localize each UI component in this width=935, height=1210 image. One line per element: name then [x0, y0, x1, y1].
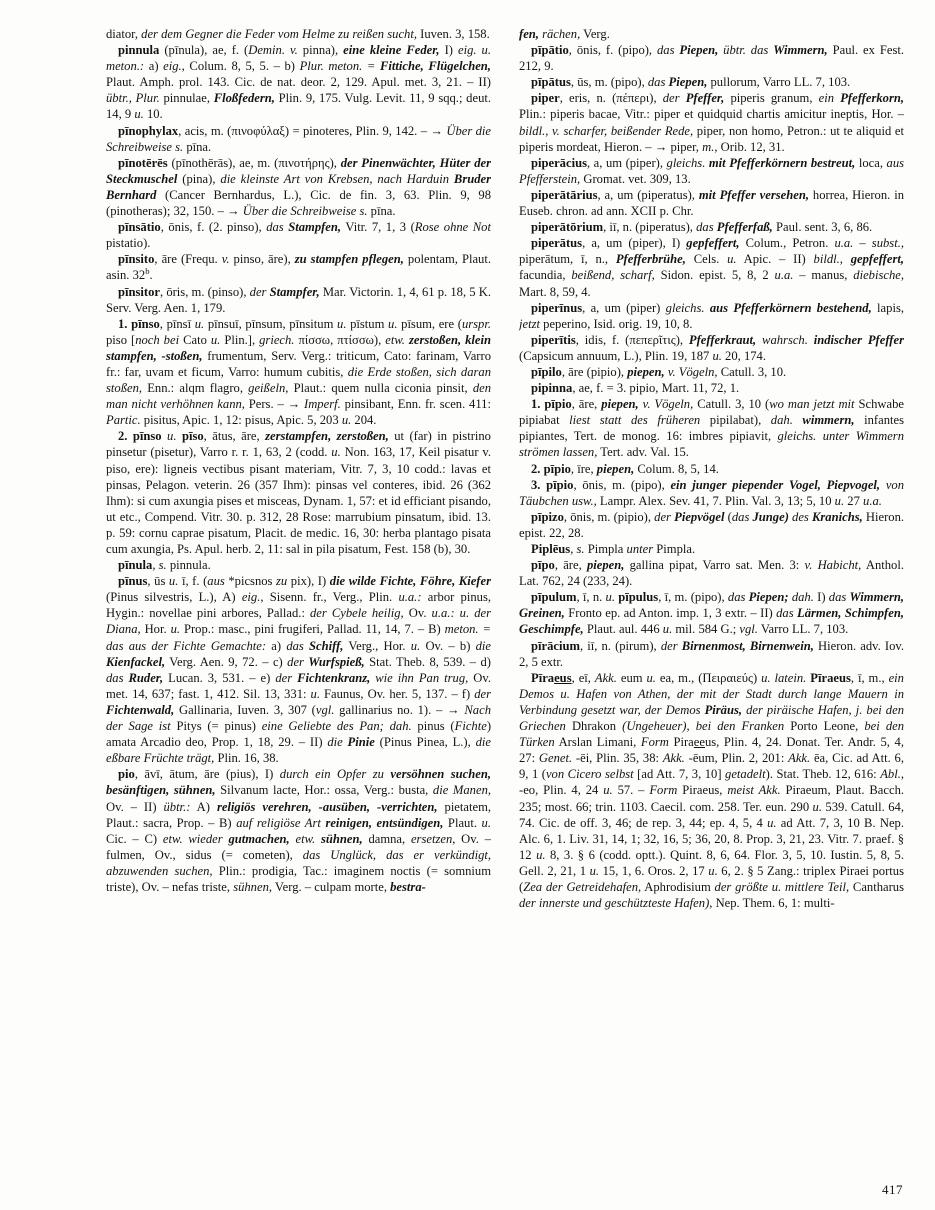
right-column [519, 26, 904, 1176]
entry-pinsitor: pīnsitor, ōris, m. (pinso), der Stampfer, Mar. Victorin. 1, 4, 61 p. 18, 5 K. Serv. Verg. Aen. 1, 179. [106, 284, 491, 315]
entry-piraeus: Pīraeus, eī, Akk. eum u. ea, m., (Πειραιεύς) u. latein. Pīraeus, ī, m., ein Demos u. Hafen von Athen, der mit der Stadt durch lange Mauern in Verbindung gesetzt war, der Demos Piräus, der piräische Hafen, j. bei den Griechen Dhrakon (Ungeheuer), bei den Franken Porto Leone, bei den Türken Arslan Limani, Form Piraeeus, Plin. 4, 24. Donat. Ter. Andr. 5, 4, 27: Genet. -ēi, Plin. 35, 38: Akk. -ēum, Plin. 2, 201: Akk. ēa, Cic. ad Att. 6, 9, 1 (von Cicero selbst [ad Att. 7, 3, 10] getadelt). Stat. Theb. 12, 616: Abl., -eo, Plin. 4, 24 u. 57. – Form Piraeus, meist Akk. Piraeum, Plaut. Bacch. 235; most. 66; trin. 1103. Caecil. com. 258. Ter. eun. 290 u. 539. Catull. 64, 74. Cic. de off. 3, 46; de rep. 3, 44; ep. 4, 5, 4 u. ad Att. 7, 3, 10 B. Nep. Alc. 6, 1. Liv. 31, 14, 1; 32, 16, 5; 36, 20, 8. Prop. 3, 21, 23. Vitr. 7. praef. § 12 u. 8, 3. § 6 (codd. optt.). Quint. 8, 6, 64. Flor. 3, 5, 10. Iustin. 5, 8, 5. Gell. 2, 21, 1 u. 15, 1, 6. Oros. 2, 17 u. 6, 2. § 5 Zang.: triplex Piraei portus (Zea der Getreidehafen, Aphrodisium der größte u. mittlere Teil, Cantharus der innerste und geschützteste Hafen), Nep. Them. 6, 1: multi- [519, 670, 904, 911]
entry-pipatus: pīpātus, ūs, m. (pipo), das Piepen, pullorum, Varro LL. 7, 103. [531, 75, 851, 90]
entry-piperatarius: piperātārius, a, um (piperatus), mit Pfeffer versehen, horrea, Hieron. in Euseb. chron. ad ann. XCII p. Chr. [519, 187, 904, 219]
entry-pinsatio: pīnsātio, ōnis, f. (2. pinso), das Stampfen, Vitr. 7, 1, 3 (Rose ohne Not pistatio). [106, 220, 491, 251]
entry-pinoteres: pīnotērēs (pīnothērās), ae, m. (πινοτήρης), der Pinenwächter, Hüter der Steckmuschel (pina), die kleinste Art von Krebsen, nach Harduin Bruder Bernhard (Cancer Bernhardus, L.), Cic. de fin. 3, 63. Plin. 9, 98 (pinotheras); 32, 150. – → Über die Schreibweise s. pīna. [106, 155, 491, 219]
entry-pipizo: pīpizo, ōnis, m. (pipio), der Piepvögel (das Junge) des Kranichs, Hieron. epist. 22, 28. [519, 509, 904, 540]
entry-pipio-2: 2. pīpio, īre, piepen, Colum. 8, 5, 14. [531, 461, 719, 476]
entry-pipilo: pīpilo, āre (pipio), piepen, v. Vögeln, Catull. 3, 10. [531, 364, 787, 379]
entry-continuation-diator: diator, der dem Gegner die Feder vom Helme zu reißen sucht, Iuven. 3, 158. [106, 27, 490, 41]
entry-pipulum: pīpulum, ī, n. u. pīpulus, ī, m. (pipo), das Piepen; dah. I) das Wimmern, Greinen, Fronto ep. ad Anton. imp. 1, 3 extr. – II) das Lärmen, Schimpfen, Geschimpfe, Plaut. aul. 446 u. mil. 584 G.; vgl. Varro LL. 7, 103. [519, 590, 904, 637]
entry-continuation-fen: fen, rächen, Verg. [519, 27, 610, 41]
entry-pinnula: pinnula (pīnula), ae, f. (Demin. v. pinna), eine kleine Feder, I) eig. u. meton.: a) eig., Colum. 8, 5, 5. – b) Plur. meton. = Fittiche, Flügelchen, Plaut. Amph. prol. 143. Cic. de nat. deor. 2, 129. Apul. met. 3, 21. – II) übtr., Plur. pinnulae, Floßfedern, Plin. 9, 175. Vulg. Levit. 11, 9 sqq.; deut. 14, 9 u. 10. [106, 43, 491, 122]
entry-piperatus: piperātus, a, um (piper), I) gepfeffert, Colum., Petron. u.a. – subst., piperātum, ī, n., Pfefferbrühe, Cels. u. Apic. – II) bildl., gepfeffert, facundia, beißend, scharf, Sidon. epist. 5, 8, 2 u.a. – manus, diebische, Mart. 8, 59, 4. [519, 236, 904, 299]
page-number: 417 [882, 1182, 903, 1197]
entry-piperitis: piperītis, idis, f. (πεπερῖτις), Pfefferkraut, wahrsch. indischer Pfeffer (Capsicum annuum, L.), Plin. 19, 187 u. 20, 174. [519, 332, 904, 363]
entry-pipio-3: 3. pīpio, ōnis, m. (pipo), ein junger piepender Vogel, Piepvogel, von Täubchen usw., Lampr. Alex. Sev. 41, 7. Plin. Val. 3, 13; 5, 10 u. 27 u.a. [519, 477, 904, 508]
entry-pinula: pīnula, s. pinnula. [118, 558, 211, 573]
entry-pipatio: pīpātio, ōnis, f. (pipo), das Piepen, übtr. das Wimmern, Paul. ex Fest. 212, 9. [519, 43, 904, 74]
entry-pipo: pīpo, āre, piepen, gallina pipat, Varro sat. Men. 3: v. Habicht, Anthol. Lat. 762, 24 (233, 24). [519, 558, 904, 589]
entry-pinsito: pīnsito, āre (Frequ. v. pinso, āre), zu stampfen pflegen, polentam, Plaut. asin. 32$^b$. [106, 252, 491, 283]
entry-pinophylax: pīnophylax, acis, m. (πινοφύλαξ) = pinoteres, Plin. 9, 142. – → Über die Schreibweise s. pīna. [106, 123, 491, 154]
entry-pinus: pīnus, ūs u. ī, f. (aus *picsnos zu pix), I) die wilde Fichte, Föhre, Kiefer (Pinus silvestris, L.), A) eig., Sisenn. fr., Verg., Plin. u.a.: arbor pinus, Hygin.: novellae pini arbores, Pallad.: der Cybele heilig, Ov. u.a.: u. der Diana, Hor. u. Prop.: masc., pini frugiferi, Pallad. 11, 14, 7. – B) meton. = das aus der Fichte Gemachte: a) das Schiff, Verg., Hor. u. Ov. – b) die Kienfackel, Verg. Aen. 9, 72. – c) der Wurfspieß, Stat. Theb. 8, 539. – d) das Ruder, Lucan. 3, 531. – e) der Fichtenkranz, wie ihn Pan trug, Ov. met. 14, 637; fast. 1, 412. Sil. 13, 331: u. Faunus, Ov. her. 5, 137. – f) der Fichtenwald, Gallinaria, Iuven. 3, 307 (vgl. gallinarius no. 1). – → Nach der Sage ist Pitys (= pinus) eine Geliebte des Pan; dah. pinus (Fichte) amata Arcadio deo, Prop. 1, 18, 29. – II) die Pinie (Pinus Pinea, L.), die eßbare Früchte trägt, Plin. 16, 38. [106, 574, 491, 766]
entry-pinso-2: 2. pīnso u. pīso, ātus, āre, zerstampfen, zerstoßen, ut (far) in pistrino pinsetur (pisetur), Varro r. r. 1, 63, 2 (codd. u. Non. 163, 17, Keil pisatur v. piso, ere): ligneis vectibus pisant materiam, Vitr. 7, 3, 10 codd.: lavas et pinsas, Pelagon. veterin. 26 (357 Ihm): pinsas vel conteres, ibid. 26 (362 Ihm): si cum axungia pises et misceas, Dynam. 1, 57: et id efficiant pisando, ut etc., Compend. Vitr. 30. p. 312, 28 Rose: marrubium pinsatum, ibid. 13. p. 59: cornu caprae pisatum, Placit. de medic. 16, 30: herba plantago pisata cum axungia, Ps. Apul. herb. 2, 11: sal in pila pisatum, Fest. 158 (b), 30. [106, 429, 491, 556]
entry-piracium: pīrācium, iī, n. (pirum), der Birnenmost, Birnenwein, Hieron. adv. Iov. 2, 5 extr. [519, 638, 904, 669]
entry-piperacius: piperācius, a, um (piper), gleichs. mit Pfefferkörnern bestreut, loca, aus Pfefferstein, Gromat. vet. 309, 13. [519, 155, 904, 186]
entry-pipleus: Piplēus, s. Pimpla unter Pimpla. [531, 542, 696, 556]
entry-pio: pio, āvī, ātum, āre (pius), I) durch ein Opfer zu versöhnen suchen, besänftigen, sühnen, Silvanum lacte, Hor.: ossa, Verg.: busta, die Manen, Ov. – II) übtr.: A) religiös verehren, -ausüben, -verrichten, pietatem, Plaut.: sacra, Prop. – B) auf religiöse Art reinigen, entsündigen, Plaut. u. Cic. – C) etw. wieder gutmachen, etw. sühnen, damna, ersetzen, Ov. – fulmen, Ov., sidus (= cometen), das Unglück, das er verkündigt, abzuwenden suchen, Plin.: prodigia, Tac.: imaginem noctis (= somnium triste), Ov. – nefas triste, sühnen, Verg. – culpam morte, bestra- [106, 767, 491, 894]
entry-piperinus: piperīnus, a, um (piper) gleichs. aus Pfefferkörnern bestehend, lapis, jetzt peperino, Isid. orig. 19, 10, 8. [519, 300, 904, 331]
entry-pinso-1: 1. pīnso, pīnsī u. pīnsuī, pīnsum, pīnsitum u. pīstum u. pīsum, ere (urspr. piso [noch bei Cato u. Plin.], griech. πίσσω, πτίσσω), etw. zerstoßen, klein stampfen, -stoßen, frumentum, Serv. Verg.: triticum, Cato: farinam, Varro fr.: far, uvam et ficum, Varro: humum cubitis, die Erde stoßen, sich daran stoßen, Enn.: alqm flagro, geißeln, Plaut.: quem nulla ciconia pinsit, den man nicht verhöhnen kann, Pers. – → Imperf. pinsibant, Enn. fr. scen. 411: Partic. pisitus, Apic. 1, 12: pisus, Apic. 5, 203 u. 204. [106, 316, 491, 428]
entry-pipinna: pipinna, ae, f. = 3. pipio, Mart. 11, 72, 1. [531, 381, 740, 396]
entry-piper: piper, eris, n. (πέπερι), der Pfeffer, piperis granum, ein Pfefferkorn, Plin.: piperis bacae, Vitr.: piper et quidquid chartis amicitur ineptis, Hor. – bildl., v. scharfer, beißender Rede, piper, non homo, Petron.: ut te aliquid et piperis mordeat, Hieron. – → piper, m., Orib. 12, 31. [519, 91, 904, 154]
entry-pipio-1: 1. pīpio, āre, piepen, v. Vögeln, Catull. 3, 10 (wo man jetzt mit Schwabe pipiabat liest statt des früheren pipilabat), dah. wimmern, infantes pipiantes, Tert. de monog. 16: imbres pipiavit, gleichs. unter Wimmern strömen lassen, Tert. adv. Val. 15. [519, 397, 904, 460]
entry-piperatorium: piperātōrium, iī, n. (piperatus), das Pfefferfaß, Paul. sent. 3, 6, 86. [531, 220, 873, 235]
left-column [106, 26, 491, 1176]
